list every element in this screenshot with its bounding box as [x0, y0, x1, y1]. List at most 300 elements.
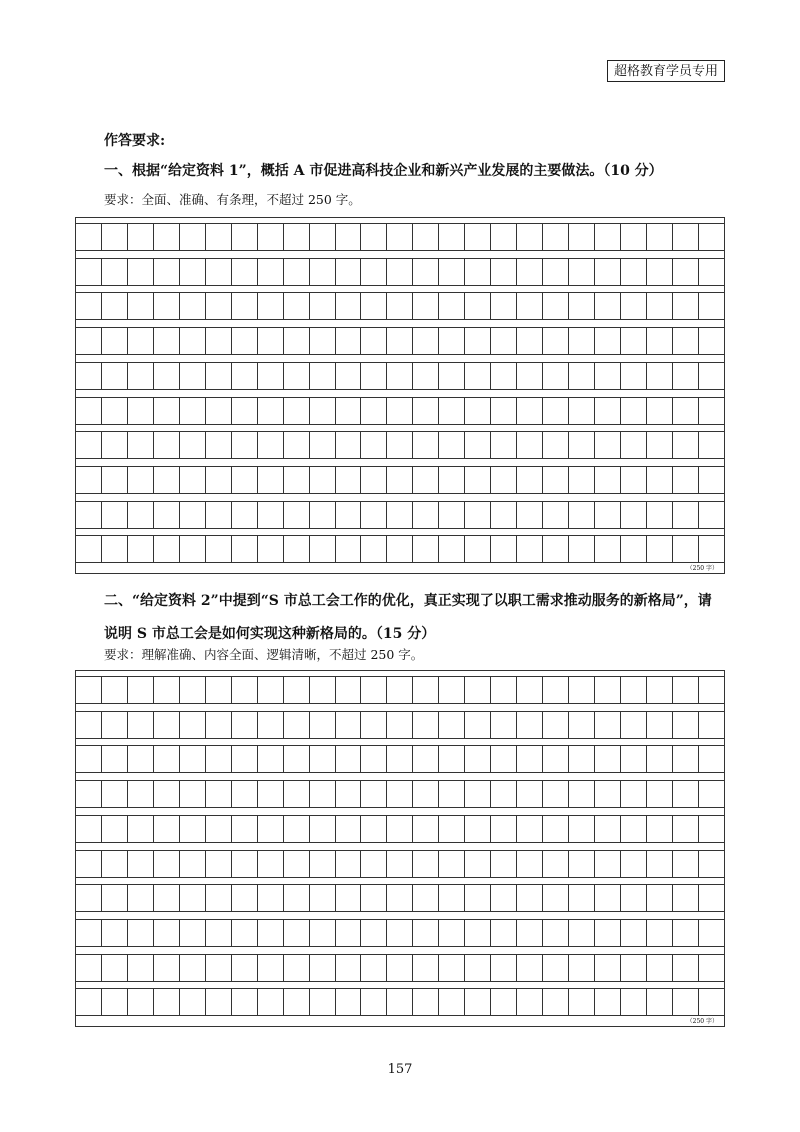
grid-cell[interactable]: [154, 259, 180, 285]
grid-cell[interactable]: [310, 536, 336, 562]
grid-cell[interactable]: [595, 885, 621, 911]
grid-cell[interactable]: [647, 536, 673, 562]
grid-cell[interactable]: [673, 851, 699, 877]
grid-cell[interactable]: [647, 712, 673, 738]
grid-cell[interactable]: [491, 989, 517, 1015]
grid-cell[interactable]: [154, 989, 180, 1015]
grid-cell[interactable]: [387, 259, 413, 285]
grid-cell[interactable]: [336, 224, 362, 250]
grid-cell[interactable]: [439, 885, 465, 911]
grid-cell[interactable]: [128, 432, 154, 458]
grid-cell[interactable]: [232, 955, 258, 981]
grid-cell[interactable]: [439, 816, 465, 842]
grid-cell[interactable]: [232, 502, 258, 528]
grid-cell[interactable]: [361, 885, 387, 911]
grid-cell[interactable]: [699, 432, 724, 458]
grid-cell[interactable]: [180, 293, 206, 319]
grid-cell[interactable]: [699, 467, 724, 493]
grid-cell[interactable]: [361, 224, 387, 250]
grid-cell[interactable]: [102, 920, 128, 946]
grid-cell[interactable]: [621, 677, 647, 703]
grid-cell[interactable]: [621, 955, 647, 981]
grid-cell[interactable]: [647, 746, 673, 772]
grid-cell[interactable]: [258, 989, 284, 1015]
grid-cell[interactable]: [361, 467, 387, 493]
grid-cell[interactable]: [180, 224, 206, 250]
grid-cell[interactable]: [206, 712, 232, 738]
grid-cell[interactable]: [310, 328, 336, 354]
grid-cell[interactable]: [361, 746, 387, 772]
grid-cell[interactable]: [361, 259, 387, 285]
grid-cell[interactable]: [232, 293, 258, 319]
grid-cell[interactable]: [76, 536, 102, 562]
grid-cell[interactable]: [258, 781, 284, 807]
grid-cell[interactable]: [336, 677, 362, 703]
grid-cell[interactable]: [439, 677, 465, 703]
grid-cell[interactable]: [232, 712, 258, 738]
grid-cell[interactable]: [232, 885, 258, 911]
grid-cell[interactable]: [154, 224, 180, 250]
grid-cell[interactable]: [517, 816, 543, 842]
grid-cell[interactable]: [465, 955, 491, 981]
grid-cell[interactable]: [569, 712, 595, 738]
grid-cell[interactable]: [102, 502, 128, 528]
grid-cell[interactable]: [465, 259, 491, 285]
grid-cell[interactable]: [491, 851, 517, 877]
grid-cell[interactable]: [543, 536, 569, 562]
grid-cell[interactable]: [284, 363, 310, 389]
grid-cell[interactable]: [102, 885, 128, 911]
grid-cell[interactable]: [180, 432, 206, 458]
grid-cell[interactable]: [76, 677, 102, 703]
grid-cell[interactable]: [310, 677, 336, 703]
grid-cell[interactable]: [413, 746, 439, 772]
grid-cell[interactable]: [387, 398, 413, 424]
grid-cell[interactable]: [517, 467, 543, 493]
grid-cell[interactable]: [621, 712, 647, 738]
grid-cell[interactable]: [258, 293, 284, 319]
grid-cell[interactable]: [673, 746, 699, 772]
grid-cell[interactable]: [517, 224, 543, 250]
grid-cell[interactable]: [439, 432, 465, 458]
grid-cell[interactable]: [361, 851, 387, 877]
grid-cell[interactable]: [465, 328, 491, 354]
grid-cell[interactable]: [387, 851, 413, 877]
grid-cell[interactable]: [439, 502, 465, 528]
grid-cell[interactable]: [206, 955, 232, 981]
grid-cell[interactable]: [699, 293, 724, 319]
grid-cell[interactable]: [310, 851, 336, 877]
grid-cell[interactable]: [621, 781, 647, 807]
grid-cell[interactable]: [595, 851, 621, 877]
grid-cell[interactable]: [336, 328, 362, 354]
grid-cell[interactable]: [76, 781, 102, 807]
grid-cell[interactable]: [647, 432, 673, 458]
grid-cell[interactable]: [647, 467, 673, 493]
grid-cell[interactable]: [284, 502, 310, 528]
grid-cell[interactable]: [128, 781, 154, 807]
grid-cell[interactable]: [595, 989, 621, 1015]
grid-cell[interactable]: [310, 502, 336, 528]
grid-cell[interactable]: [387, 224, 413, 250]
grid-cell[interactable]: [569, 920, 595, 946]
grid-cell[interactable]: [569, 293, 595, 319]
grid-cell[interactable]: [154, 398, 180, 424]
grid-cell[interactable]: [517, 328, 543, 354]
grid-cell[interactable]: [258, 259, 284, 285]
grid-cell[interactable]: [517, 293, 543, 319]
grid-cell[interactable]: [569, 955, 595, 981]
grid-cell[interactable]: [284, 955, 310, 981]
grid-cell[interactable]: [387, 502, 413, 528]
grid-cell[interactable]: [180, 328, 206, 354]
grid-cell[interactable]: [699, 328, 724, 354]
grid-cell[interactable]: [387, 677, 413, 703]
grid-cell[interactable]: [180, 363, 206, 389]
grid-cell[interactable]: [102, 955, 128, 981]
grid-cell[interactable]: [336, 398, 362, 424]
grid-cell[interactable]: [673, 502, 699, 528]
grid-cell[interactable]: [465, 677, 491, 703]
grid-cell[interactable]: [206, 816, 232, 842]
grid-cell[interactable]: [413, 536, 439, 562]
grid-cell[interactable]: [569, 677, 595, 703]
grid-cell[interactable]: [595, 502, 621, 528]
grid-cell[interactable]: [310, 746, 336, 772]
grid-cell[interactable]: [595, 363, 621, 389]
grid-cell[interactable]: [336, 885, 362, 911]
grid-cell[interactable]: [387, 432, 413, 458]
grid-cell[interactable]: [310, 432, 336, 458]
grid-cell[interactable]: [232, 363, 258, 389]
grid-cell[interactable]: [284, 328, 310, 354]
grid-cell[interactable]: [569, 432, 595, 458]
grid-cell[interactable]: [491, 712, 517, 738]
grid-cell[interactable]: [258, 677, 284, 703]
grid-cell[interactable]: [102, 363, 128, 389]
grid-cell[interactable]: [310, 224, 336, 250]
grid-cell[interactable]: [673, 712, 699, 738]
grid-cell[interactable]: [595, 398, 621, 424]
grid-cell[interactable]: [699, 398, 724, 424]
grid-cell[interactable]: [517, 920, 543, 946]
grid-cell[interactable]: [336, 781, 362, 807]
grid-cell[interactable]: [491, 677, 517, 703]
grid-cell[interactable]: [543, 328, 569, 354]
grid-cell[interactable]: [361, 955, 387, 981]
grid-cell[interactable]: [387, 712, 413, 738]
grid-cell[interactable]: [258, 398, 284, 424]
grid-cell[interactable]: [491, 432, 517, 458]
grid-cell[interactable]: [439, 536, 465, 562]
grid-cell[interactable]: [595, 293, 621, 319]
grid-cell[interactable]: [310, 293, 336, 319]
grid-cell[interactable]: [128, 955, 154, 981]
grid-cell[interactable]: [413, 816, 439, 842]
grid-cell[interactable]: [387, 293, 413, 319]
grid-cell[interactable]: [154, 851, 180, 877]
grid-cell[interactable]: [413, 502, 439, 528]
grid-cell[interactable]: [180, 502, 206, 528]
grid-cell[interactable]: [154, 920, 180, 946]
grid-cell[interactable]: [258, 536, 284, 562]
grid-cell[interactable]: [180, 259, 206, 285]
grid-cell[interactable]: [569, 746, 595, 772]
grid-cell[interactable]: [595, 677, 621, 703]
grid-cell[interactable]: [543, 432, 569, 458]
grid-cell[interactable]: [517, 712, 543, 738]
grid-cell[interactable]: [180, 712, 206, 738]
grid-cell[interactable]: [517, 851, 543, 877]
grid-cell[interactable]: [102, 432, 128, 458]
grid-cell[interactable]: [361, 712, 387, 738]
grid-cell[interactable]: [336, 712, 362, 738]
grid-cell[interactable]: [232, 467, 258, 493]
grid-cell[interactable]: [284, 781, 310, 807]
grid-cell[interactable]: [206, 398, 232, 424]
grid-cell[interactable]: [465, 536, 491, 562]
grid-cell[interactable]: [310, 885, 336, 911]
grid-cell[interactable]: [76, 712, 102, 738]
grid-cell[interactable]: [465, 781, 491, 807]
grid-cell[interactable]: [206, 746, 232, 772]
grid-cell[interactable]: [206, 467, 232, 493]
grid-cell[interactable]: [413, 955, 439, 981]
grid-cell[interactable]: [387, 955, 413, 981]
grid-cell[interactable]: [543, 224, 569, 250]
grid-cell[interactable]: [336, 432, 362, 458]
grid-cell[interactable]: [180, 781, 206, 807]
grid-cell[interactable]: [258, 955, 284, 981]
grid-cell[interactable]: [647, 328, 673, 354]
grid-cell[interactable]: [569, 328, 595, 354]
grid-cell[interactable]: [491, 746, 517, 772]
grid-cell[interactable]: [206, 432, 232, 458]
grid-cell[interactable]: [621, 259, 647, 285]
grid-cell[interactable]: [647, 955, 673, 981]
grid-cell[interactable]: [128, 467, 154, 493]
grid-cell[interactable]: [673, 467, 699, 493]
grid-cell[interactable]: [647, 224, 673, 250]
grid-cell[interactable]: [128, 328, 154, 354]
grid-cell[interactable]: [517, 885, 543, 911]
grid-cell[interactable]: [154, 746, 180, 772]
grid-cell[interactable]: [232, 989, 258, 1015]
grid-cell[interactable]: [361, 536, 387, 562]
grid-cell[interactable]: [465, 398, 491, 424]
grid-cell[interactable]: [128, 293, 154, 319]
grid-cell[interactable]: [517, 989, 543, 1015]
grid-cell[interactable]: [673, 885, 699, 911]
grid-cell[interactable]: [543, 502, 569, 528]
grid-cell[interactable]: [258, 885, 284, 911]
grid-cell[interactable]: [180, 398, 206, 424]
grid-cell[interactable]: [439, 989, 465, 1015]
grid-cell[interactable]: [128, 224, 154, 250]
grid-cell[interactable]: [621, 293, 647, 319]
grid-cell[interactable]: [232, 920, 258, 946]
grid-cell[interactable]: [517, 398, 543, 424]
grid-cell[interactable]: [413, 677, 439, 703]
grid-cell[interactable]: [336, 989, 362, 1015]
grid-cell[interactable]: [154, 712, 180, 738]
grid-cell[interactable]: [284, 920, 310, 946]
grid-cell[interactable]: [102, 851, 128, 877]
grid-cell[interactable]: [647, 885, 673, 911]
grid-cell[interactable]: [595, 536, 621, 562]
grid-cell[interactable]: [387, 328, 413, 354]
grid-cell[interactable]: [569, 502, 595, 528]
grid-cell[interactable]: [543, 259, 569, 285]
grid-cell[interactable]: [206, 781, 232, 807]
grid-cell[interactable]: [154, 536, 180, 562]
grid-cell[interactable]: [387, 989, 413, 1015]
grid-cell[interactable]: [595, 224, 621, 250]
grid-cell[interactable]: [128, 398, 154, 424]
grid-cell[interactable]: [595, 712, 621, 738]
grid-cell[interactable]: [621, 432, 647, 458]
grid-cell[interactable]: [180, 851, 206, 877]
answer-grid-2[interactable]: [75, 670, 725, 1027]
grid-cell[interactable]: [206, 536, 232, 562]
grid-cell[interactable]: [284, 816, 310, 842]
grid-cell[interactable]: [258, 224, 284, 250]
grid-cell[interactable]: [361, 432, 387, 458]
grid-cell[interactable]: [673, 363, 699, 389]
grid-cell[interactable]: [232, 851, 258, 877]
grid-cell[interactable]: [258, 432, 284, 458]
grid-cell[interactable]: [543, 712, 569, 738]
grid-cell[interactable]: [310, 920, 336, 946]
grid-cell[interactable]: [206, 989, 232, 1015]
grid-cell[interactable]: [102, 816, 128, 842]
grid-cell[interactable]: [154, 467, 180, 493]
grid-cell[interactable]: [595, 467, 621, 493]
grid-cell[interactable]: [284, 536, 310, 562]
grid-cell[interactable]: [206, 293, 232, 319]
grid-cell[interactable]: [439, 712, 465, 738]
grid-cell[interactable]: [232, 259, 258, 285]
grid-cell[interactable]: [76, 398, 102, 424]
grid-cell[interactable]: [621, 989, 647, 1015]
grid-cell[interactable]: [128, 851, 154, 877]
grid-cell[interactable]: [336, 259, 362, 285]
grid-cell[interactable]: [76, 293, 102, 319]
grid-cell[interactable]: [76, 885, 102, 911]
grid-cell[interactable]: [284, 677, 310, 703]
grid-cell[interactable]: [387, 467, 413, 493]
grid-cell[interactable]: [465, 816, 491, 842]
grid-cell[interactable]: [543, 781, 569, 807]
grid-cell[interactable]: [439, 746, 465, 772]
grid-cell[interactable]: [465, 989, 491, 1015]
grid-cell[interactable]: [76, 328, 102, 354]
grid-cell[interactable]: [439, 781, 465, 807]
grid-cell[interactable]: [154, 432, 180, 458]
grid-cell[interactable]: [361, 989, 387, 1015]
grid-cell[interactable]: [154, 885, 180, 911]
grid-cell[interactable]: [673, 293, 699, 319]
grid-cell[interactable]: [491, 363, 517, 389]
grid-cell[interactable]: [206, 885, 232, 911]
grid-cell[interactable]: [76, 224, 102, 250]
grid-cell[interactable]: [284, 746, 310, 772]
grid-cell[interactable]: [621, 851, 647, 877]
grid-cell[interactable]: [413, 293, 439, 319]
grid-cell[interactable]: [154, 293, 180, 319]
grid-cell[interactable]: [258, 363, 284, 389]
grid-cell[interactable]: [258, 502, 284, 528]
grid-cell[interactable]: [336, 363, 362, 389]
grid-cell[interactable]: [439, 259, 465, 285]
grid-cell[interactable]: [102, 328, 128, 354]
grid-cell[interactable]: [361, 293, 387, 319]
grid-cell[interactable]: [361, 816, 387, 842]
grid-cell[interactable]: [491, 224, 517, 250]
grid-cell[interactable]: [128, 712, 154, 738]
grid-cell[interactable]: [76, 259, 102, 285]
grid-cell[interactable]: [699, 259, 724, 285]
grid-cell[interactable]: [491, 955, 517, 981]
grid-cell[interactable]: [491, 259, 517, 285]
grid-cell[interactable]: [154, 502, 180, 528]
grid-cell[interactable]: [154, 363, 180, 389]
grid-cell[interactable]: [647, 259, 673, 285]
grid-cell[interactable]: [206, 363, 232, 389]
grid-cell[interactable]: [543, 851, 569, 877]
grid-cell[interactable]: [621, 746, 647, 772]
grid-cell[interactable]: [128, 816, 154, 842]
grid-cell[interactable]: [102, 989, 128, 1015]
grid-cell[interactable]: [76, 955, 102, 981]
grid-cell[interactable]: [206, 677, 232, 703]
grid-cell[interactable]: [621, 224, 647, 250]
grid-cell[interactable]: [647, 851, 673, 877]
grid-cell[interactable]: [621, 467, 647, 493]
grid-cell[interactable]: [699, 816, 724, 842]
grid-cell[interactable]: [647, 781, 673, 807]
grid-cell[interactable]: [76, 746, 102, 772]
grid-cell[interactable]: [310, 989, 336, 1015]
grid-cell[interactable]: [517, 432, 543, 458]
grid-cell[interactable]: [543, 955, 569, 981]
grid-cell[interactable]: [439, 955, 465, 981]
grid-cell[interactable]: [413, 989, 439, 1015]
grid-cell[interactable]: [465, 432, 491, 458]
grid-cell[interactable]: [465, 885, 491, 911]
grid-cell[interactable]: [180, 955, 206, 981]
grid-cell[interactable]: [517, 259, 543, 285]
grid-cell[interactable]: [465, 920, 491, 946]
grid-cell[interactable]: [699, 955, 724, 981]
grid-cell[interactable]: [258, 467, 284, 493]
grid-cell[interactable]: [387, 816, 413, 842]
grid-cell[interactable]: [439, 363, 465, 389]
grid-cell[interactable]: [336, 293, 362, 319]
grid-cell[interactable]: [76, 467, 102, 493]
grid-cell[interactable]: [336, 816, 362, 842]
answer-grid-1[interactable]: [75, 217, 725, 574]
grid-cell[interactable]: [310, 712, 336, 738]
grid-cell[interactable]: [595, 816, 621, 842]
grid-cell[interactable]: [361, 328, 387, 354]
grid-cell[interactable]: [569, 536, 595, 562]
grid-cell[interactable]: [336, 851, 362, 877]
grid-cell[interactable]: [413, 328, 439, 354]
grid-cell[interactable]: [595, 432, 621, 458]
grid-cell[interactable]: [206, 851, 232, 877]
grid-cell[interactable]: [491, 502, 517, 528]
